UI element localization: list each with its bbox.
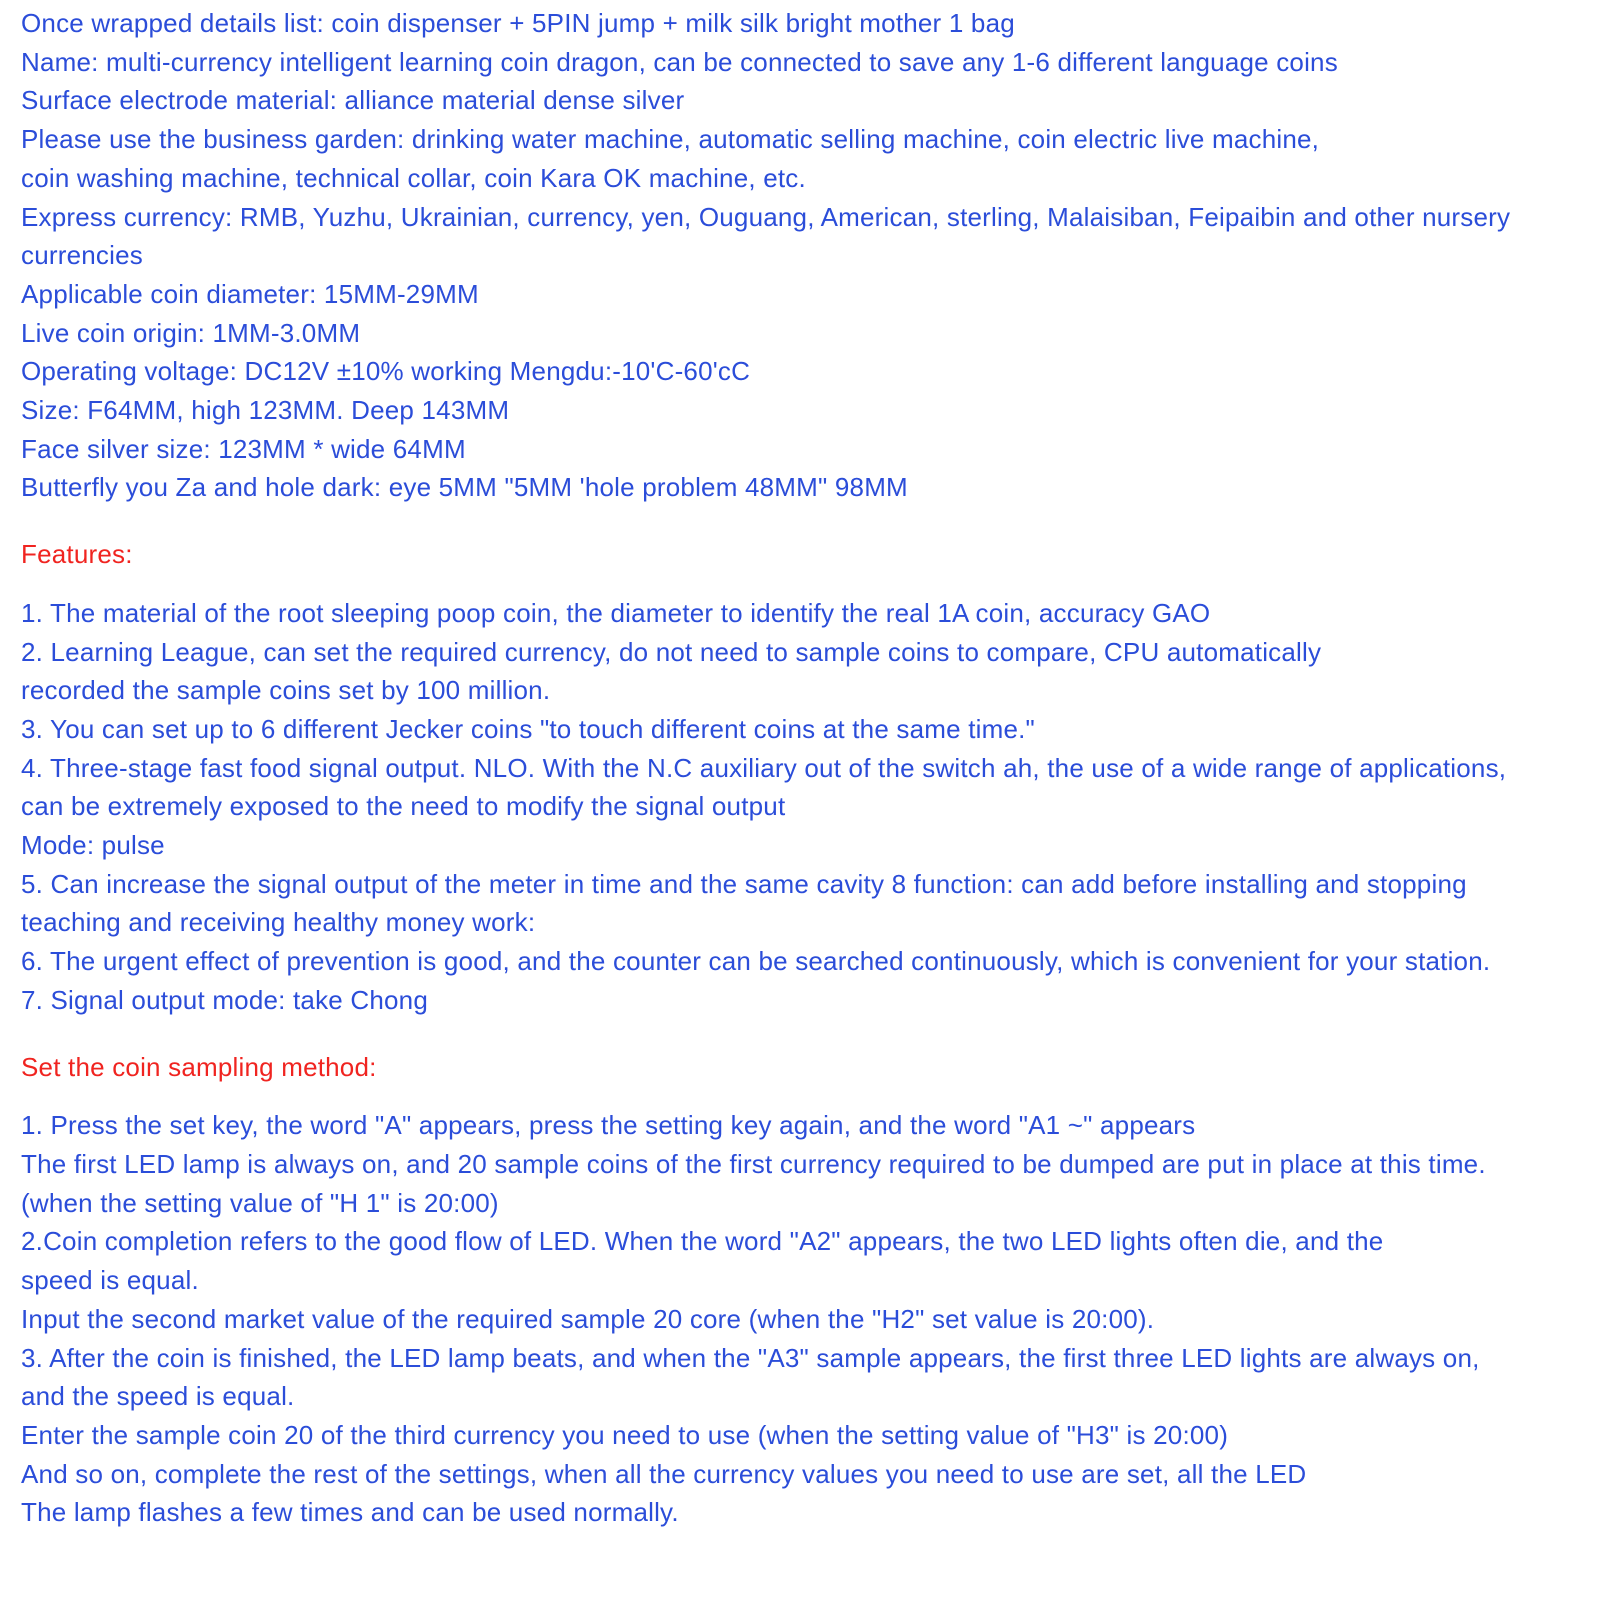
sampling-method-steps-line: Input the second market value of the required sample 20 core (when the "H2" set value is 20:00). — [21, 1303, 1155, 1334]
features-list-line: 6. The urgent effect of prevention is good, and the counter can be searched continuously, which is convenient for your station. — [21, 946, 1491, 977]
sampling-method-heading: Set the coin sampling method: — [21, 1051, 377, 1082]
product-specs-line: coin washing machine, technical collar, coin Kara OK machine, etc. — [21, 162, 806, 193]
product-specs-line: Express currency: RMB, Yuzhu, Ukrainian, currency, yen, Ouguang, American, sterling, Malaisiban, Feipaibin and other nursery — [21, 201, 1511, 232]
features-list-line: Mode: pulse — [21, 830, 165, 861]
product-specs-line: Face silver size: 123MM * wide 64MM — [21, 433, 466, 464]
product-specs-line: Butterfly you Za and hole dark: eye 5MM "5MM 'hole problem 48MM" 98MM — [21, 472, 908, 503]
sampling-method-steps-line: The first LED lamp is always on, and 20 sample coins of the first currency required to be dumped are put in place at this time. — [21, 1148, 1486, 1179]
product-specs-line: currencies — [21, 240, 143, 271]
sampling-method-steps-line: and the speed is equal. — [21, 1381, 295, 1412]
features-list-line: 4. Three-stage fast food signal output. NLO. With the N.C auxiliary out of the switch ah, the use of a wide range of applications, — [21, 752, 1507, 783]
sampling-method-steps-line: And so on, complete the rest of the settings, when all the currency values you need to use are set, all the LED — [21, 1458, 1307, 1489]
sampling-method-steps-line: 2.Coin completion refers to the good flow of LED. When the word "A2" appears, the two LED lights often die, and the — [21, 1226, 1384, 1257]
product-specs-line: Please use the business garden: drinking water machine, automatic selling machine, coin electric live machine, — [21, 124, 1320, 155]
features-list-line: 3. You can set up to 6 different Jecker coins "to touch different coins at the same time." — [21, 713, 1035, 744]
product-specs-line: Live coin origin: 1MM-3.0MM — [21, 317, 361, 348]
product-specs-line: Name: multi-currency intelligent learning coin dragon, can be connected to save any 1-6 different language coins — [21, 46, 1338, 77]
product-specs-line: Operating voltage: DC12V ±10% working Mengdu:-10'C-60'cC — [21, 356, 751, 387]
sampling-method-steps-line: speed is equal. — [21, 1265, 199, 1296]
product-specs-line: Once wrapped details list: coin dispenser + 5PIN jump + milk silk bright mother 1 bag — [21, 8, 1015, 38]
product-specs-line: Applicable coin diameter: 15MM-29MM — [21, 278, 479, 309]
features-list-line: 7. Signal output mode: take Chong — [21, 984, 428, 1015]
product-specs-line: Size: F64MM, high 123MM. Deep 143MM — [21, 395, 510, 426]
features-list-line: 5. Can increase the signal output of the meter in time and the same cavity 8 function: can add before installing and stopping — [21, 868, 1467, 899]
sampling-method-steps-line: (when the setting value of "H 1" is 20:00) — [21, 1187, 499, 1218]
sampling-method-steps-line: Enter the sample coin 20 of the third currency you need to use (when the setting value of "H3" is 20:00) — [21, 1419, 1229, 1450]
description-text — [21, 4, 1580, 1532]
product-specs-line: Surface electrode material: alliance material dense silver — [21, 85, 685, 116]
features-list-line: can be extremely exposed to the need to modify the signal output — [21, 791, 786, 822]
sampling-method-steps-line: 1. Press the set key, the word "A" appears, press the setting key again, and the word "A1 ~" appears — [21, 1110, 1196, 1141]
features-heading: Features: — [21, 539, 133, 570]
features-list-line: 1. The material of the root sleeping poop coin, the diameter to identify the real 1A coin, accuracy GAO — [21, 597, 1211, 628]
sampling-method-steps-line: 3. After the coin is finished, the LED lamp beats, and when the "A3" sample appears, the first three LED lights are always on, — [21, 1342, 1480, 1373]
features-list-line: 2. Learning League, can set the required currency, do not need to sample coins to compare, CPU automatically — [21, 636, 1322, 667]
features-list-line: teaching and receiving healthy money work: — [21, 907, 536, 938]
features-list-line: recorded the sample coins set by 100 million. — [21, 675, 551, 706]
sampling-method-steps-line: The lamp flashes a few times and can be used normally. — [21, 1497, 679, 1528]
